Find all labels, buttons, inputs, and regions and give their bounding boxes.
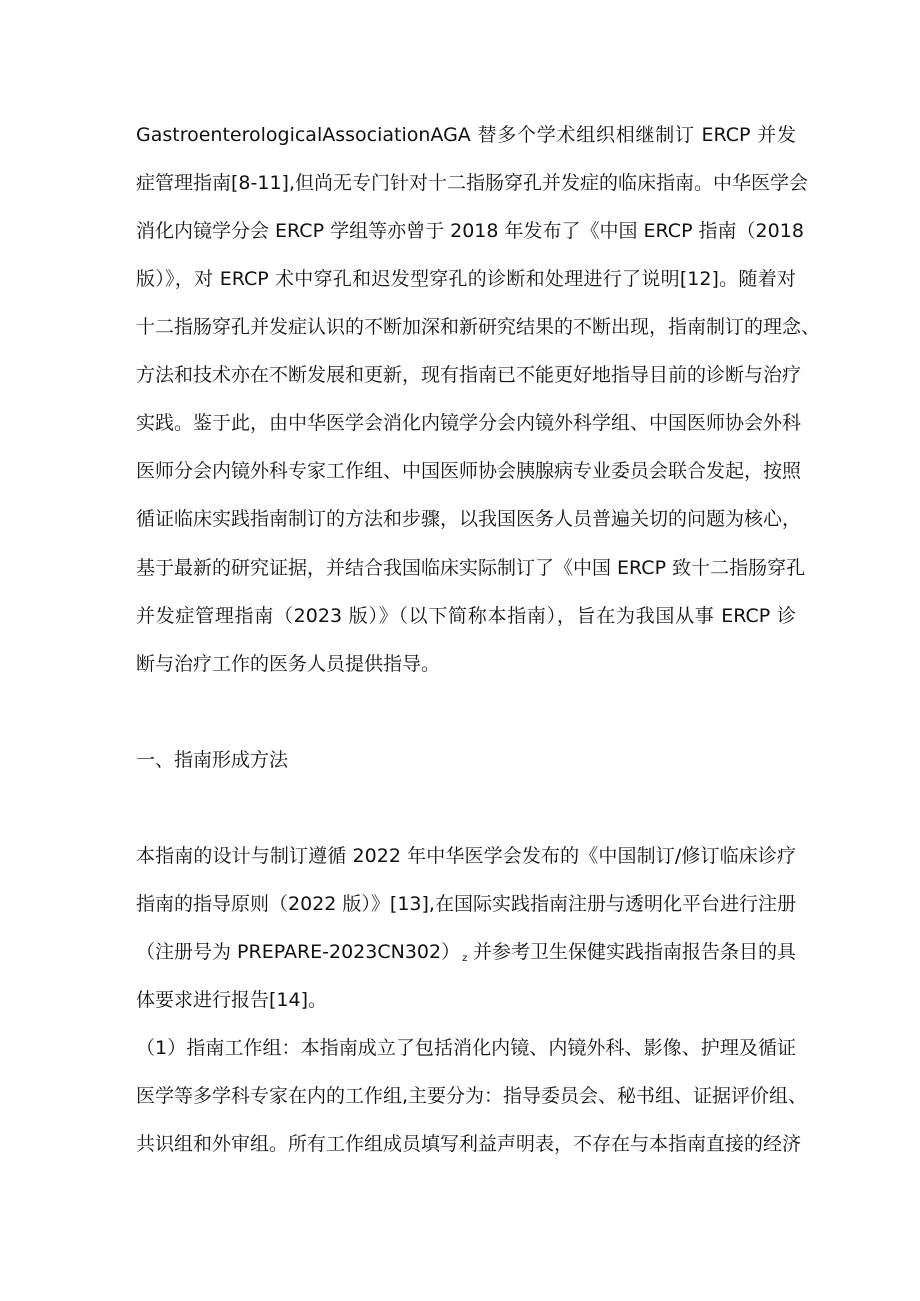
- paragraph-2-line-4: 体要求进行报告[14]。: [136, 989, 328, 1011]
- paragraph-1-line-10: 基于最新的研究证据，并结合我国临床实际制订了《中国 ERCP 致十二指肠穿孔: [136, 557, 806, 579]
- paragraph-1-line-5: 十二指肠穿孔并发症认识的不断加深和新研究结果的不断出现，指南制订的理念、: [136, 316, 821, 338]
- subscript-mark: z: [462, 953, 468, 964]
- paragraph-2-line-1: 本指南的设计与制订遵循 2022 年中华医学会发布的《中国制订/修订临床诊疗: [136, 845, 796, 867]
- paragraph-1-line-3: 消化内镜学分会 ERCP 学组等亦曾于 2018 年发布了《中国 ERCP 指南（2018: [136, 220, 804, 242]
- reporting-text: 并参考卫生保健实践指南报告条目的具: [472, 941, 796, 963]
- paragraph-3-line-1: （1）指南工作组：本指南成立了包括消化内镜、内镜外科、影像、护理及循证: [136, 1037, 796, 1059]
- paragraph-3-line-2: 医学等多学科专家在内的工作组,主要分为：指导委员会、秘书组、证据评价组、: [136, 1085, 808, 1107]
- paragraph-1-line-4: 版）》，对 ERCP 术中穿孔和迟发型穿孔的诊断和处理进行了说明[12]。随着对: [136, 268, 796, 290]
- registration-note: [136, 939, 467, 972]
- paragraph-1-line-9: 循证临床实践指南制订的方法和步骤，以我国医务人员普遍关切的问题为核心，: [136, 508, 802, 530]
- paragraph-2-line-2: 指南的指导原则（2022 版）》[13],在国际实践指南注册与透明化平台进行注册: [136, 893, 796, 915]
- paragraph-1-line-2: 症管理指南[8-11],但尚无专门针对十二指肠穿孔并发症的临床指南。中华医学会: [136, 172, 808, 194]
- paragraph-1-line-12: 断与治疗工作的医务人员提供指导。: [136, 653, 441, 675]
- paragraph-3-line-3: 共识组和外审组。所有工作组成员填写利益声明表，不存在与本指南直接的经济: [136, 1133, 802, 1155]
- paragraph-1-line-7: 实践。鉴于此，由中华医学会消化内镜学分会内镜外科学组、中国医师协会外科: [136, 412, 802, 434]
- section-heading: 一、指南形成方法: [136, 749, 289, 771]
- paragraph-1-line-6: 方法和技术亦在不断发展和更新，现有指南已不能更好地指导目前的诊断与治疗: [136, 364, 802, 386]
- paragraph-1-line-1: GastroenterologicalAssociationAGA 替多个学术组织相继制订 ERCP 并发: [136, 124, 796, 146]
- registration-text: （注册号为 PREPARE-2023CN302）: [136, 941, 461, 963]
- paragraph-2-line-3: [136, 939, 796, 972]
- paragraph-1-line-11: 并发症管理指南（2023 版）》（以下简称本指南），旨在为我国从事 ERCP 诊: [136, 605, 796, 627]
- paragraph-1-line-8: 医师分会内镜外科专家工作组、中国医师协会胰腺病专业委员会联合发起，按照: [136, 460, 802, 482]
